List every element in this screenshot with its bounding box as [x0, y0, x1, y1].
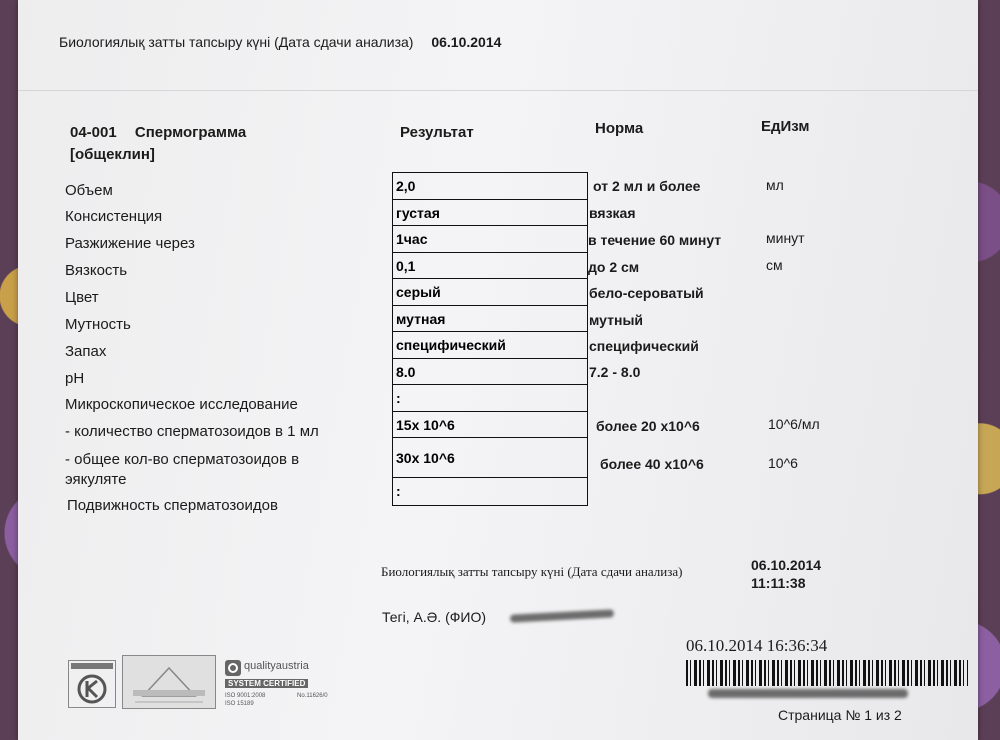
result-cell: 2,0 [393, 173, 587, 200]
fio-label: Тегі, А.Ә. (ФИО) [382, 609, 487, 625]
row-label: Цвет [65, 289, 99, 306]
result-cell: : [393, 385, 587, 412]
row-label: Консистенция [65, 208, 163, 225]
cert-brand: qualityaustria [244, 660, 309, 672]
footer-submit-text: Биологиялық затты тапсыру күні (Дата сдачи анализа) [381, 564, 683, 579]
results-table [392, 172, 588, 506]
unit-value: минут [766, 230, 805, 246]
result-cell: 8.0 [393, 359, 587, 386]
result-cell: : [396, 483, 401, 499]
test-code: 04-001 [70, 124, 117, 141]
norm-value: более 20 х10^6 [596, 418, 700, 434]
norm-value: от 2 мл и более [593, 178, 701, 194]
result-cell: серый [393, 279, 587, 306]
paper-fold [18, 90, 978, 91]
row-label: Объем [65, 182, 113, 199]
top-submit-line [59, 34, 501, 50]
row-label: Подвижность сперматозоидов [67, 497, 278, 514]
row-label: эякуляте [65, 471, 127, 488]
result-cell: густая [393, 200, 587, 227]
result-cell: 0,1 [393, 253, 587, 280]
norm-value: до 2 см [588, 259, 640, 275]
top-submit-text: Биологиялық затты тапсыру күні (Дата сдачи анализа) [59, 34, 414, 50]
kz-certification-logo [68, 660, 116, 708]
unit-value: 10^6/мл [768, 416, 820, 432]
unit-value: см [766, 257, 783, 273]
test-subtitle: [общеклин] [70, 146, 155, 163]
lab-report-page [18, 0, 978, 740]
norm-value: более 40 х10^6 [600, 456, 704, 472]
col-unit-header: ЕдИзм [761, 118, 810, 135]
norm-value: мутный [589, 312, 644, 328]
barcode [686, 660, 968, 686]
row-label: Мутность [65, 316, 131, 333]
euro-asia-award-logo [122, 655, 216, 709]
row-label: - общее кол-во сперматозоидов в [65, 451, 300, 468]
row-label: - количество сперматозоидов в 1 мл [65, 423, 319, 440]
result-cell: мутная [393, 306, 587, 333]
redacted-name [510, 609, 614, 622]
result-cell: 30х 10^6 [393, 438, 587, 478]
cert-number: No.11626/0 [297, 693, 328, 699]
print-datetime: 06.10.2014 16:36:34 [686, 636, 828, 655]
norm-value: специфический [589, 338, 699, 354]
row-label: Микроскопическое исследование [65, 396, 298, 413]
row-label: Разжижение через [65, 235, 195, 252]
quality-austria-logo [225, 660, 337, 712]
norm-value: 7.2 - 8.0 [589, 364, 641, 380]
cert-badge: SYSTEM CERTIFIED [225, 679, 308, 688]
cert-iso2: ISO 15189 [225, 701, 254, 707]
norm-value: бело-сероватый [589, 285, 704, 301]
result-cell: 15х 10^6 [393, 412, 587, 439]
unit-value: мл [766, 177, 784, 193]
quality-austria-icon [225, 660, 241, 676]
norm-value: вязкая [589, 205, 636, 221]
col-norm-header: Норма [595, 120, 644, 137]
result-cell: специфический [393, 332, 587, 359]
col-result-header: Результат [400, 124, 474, 141]
footer-submit-date: 06.10.2014 [751, 557, 822, 573]
row-label: Вязкость [65, 262, 128, 279]
redacted-barcode-number [708, 689, 908, 698]
cert-iso1: ISO 9001:2008 [225, 693, 266, 699]
result-cell: 1час [393, 226, 587, 253]
row-label: Запах [65, 343, 107, 360]
unit-value: 10^6 [768, 455, 798, 471]
test-code-title [70, 124, 246, 141]
test-name: Спермограмма [134, 124, 247, 141]
footer-submit-time: 11:11:38 [751, 575, 806, 591]
row-label: pH [65, 370, 85, 387]
page-number: Страница № 1 из 2 [778, 707, 902, 723]
top-submit-date: 06.10.2014 [431, 34, 502, 50]
norm-value: в течение 60 минут [588, 232, 722, 248]
